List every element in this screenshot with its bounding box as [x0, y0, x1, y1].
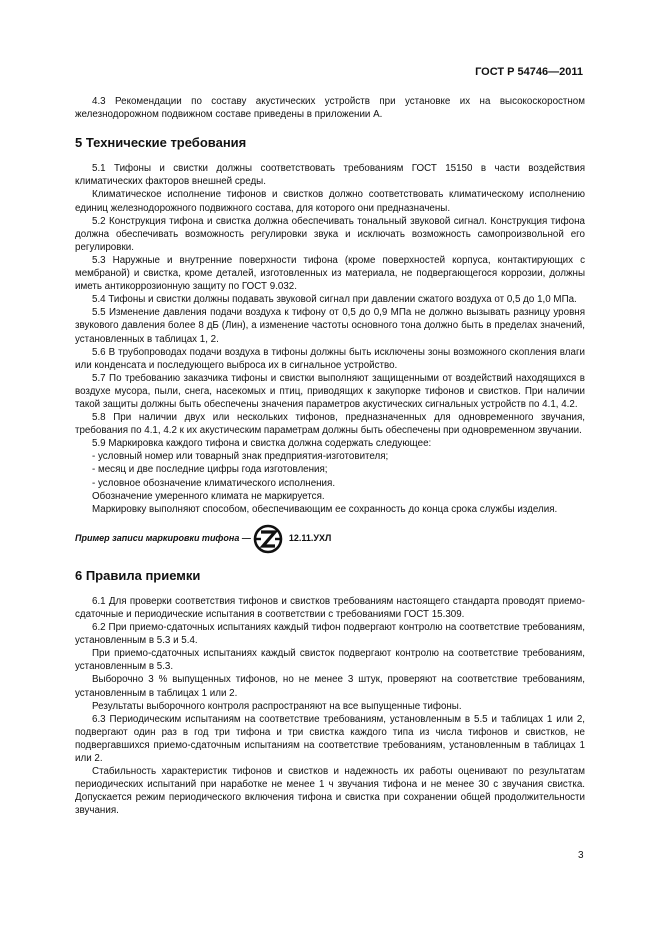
list-item: - месяц и две последние цифры года изготовления;	[92, 464, 328, 476]
paragraph-5-4: 5.4 Тифоны и свистки должны подавать звуковой сигнал при давлении сжатого воздуха от 0,5 до 1,0 МПа.	[92, 294, 577, 306]
paragraph-marking-method: Маркировку выполняют способом, обеспечивающим ее сохранность до конца срока службы изделия.	[92, 503, 558, 515]
paragraph-5-9: 5.9 Маркировка каждого тифона и свистка должна содержать следующее:	[92, 438, 432, 450]
paragraph-5-1: 5.1 Тифоны и свистки должны соответствовать требованиям ГОСТ 15150 в части воздействия климатических факторов внешней среды.	[75, 163, 585, 188]
section-6-title: 6 Правила приемки	[75, 567, 201, 583]
example-mark: 12.11.УХЛ	[288, 533, 332, 544]
page-number: 3	[578, 850, 584, 861]
list-item: - условное обозначение климатического исполнения.	[92, 477, 336, 489]
paragraph-5-7: 5.7 По требованию заказчика тифоны и свистки выполняют защищенными от воздействий находящихся в воздухе мусора, пыли, снега, насекомых и птиц, приводящих к закупорке тифонов и свистков. При наличии такой защиты должны быть обеспечены значения параметров акустических сигнальных устройств по 4.1, 4.2.	[75, 372, 585, 410]
example-label: Пример записи маркировки тифона —	[75, 533, 251, 544]
paragraph-5-2: 5.2 Конструкция тифона и свистка должна обеспечивать тональный звуковой сигнал. Конструкция тифона должна обеспечивать возможность регулировки звука и исключать возможность самопроизвольной его регулировки.	[75, 215, 585, 253]
marking-example	[75, 524, 585, 554]
paragraph-5-1-climate: Климатическое исполнение тифонов и свистков должно соответствовать климатическому исполнению единиц железнодорожного подвижного состава, для которого они предназначены.	[75, 189, 585, 214]
paragraph-6-1: 6.1 Для проверки соответствия тифонов и свистков требованиям настоящего стандарта проводят приемо-сдаточные и периодические испытания в соответствии с требованиями ГОСТ 15.309.	[75, 595, 585, 620]
paragraph-4-3: 4.3 Рекомендации по составу акустических устройств при установке их на высокоскоростном железнодорожном подвижном составе приведены в приложении А.	[75, 96, 585, 121]
paragraph-5-6: 5.6 В трубопроводах подачи воздуха в тифоны должны быть исключены зоны возможного скопления влаги или конденсата и последующего выброса их в сигнальное устройство.	[75, 346, 585, 371]
manufacturer-logo-icon	[253, 524, 283, 554]
section-5-title: 5 Технические требования	[75, 135, 247, 151]
paragraph-6-2-results: Результаты выборочного контроля распространяют на все выпущенные тифоны.	[92, 700, 462, 712]
paragraph-5-8: 5.8 При наличии двух или нескольких тифонов, предназначенных для одновременного звучания, требования по 4.1, 4.2 к их акустическим параметрам должны быть обеспечены при одновременном звучании.	[75, 412, 585, 437]
paragraph-climate-note: Обозначение умеренного климата не маркируется.	[92, 490, 325, 502]
paragraph-5-5: 5.5 Изменение давления подачи воздуха к тифону от 0,5 до 0,9 МПа не должно вызывать разницу уровня звукового давления более 8 дБ (Лин), а изменение частоты основного тона должно быть в пределах значений, установленных в таблицах 1, 2.	[75, 307, 585, 345]
paragraph-5-3: 5.3 Наружные и внутренние поверхности тифона (кроме поверхностей корпуса, контактирующих с мембраной) и свистка, кроме деталей, изготовленных из материала, не подвергающегося коррозии, должны иметь антикоррозионную защиту по ГОСТ 9.032.	[75, 254, 585, 293]
paragraph-6-3-stability: Стабильность характеристик тифонов и свистков и надежность их работы оценивают по результатам периодических испытаний при наработке не менее 1 ч звучания тифона и не менее 30 с звучания свистка. Допускается режим периодического включения тифона и свистка при сохранении общей продолжительности звучания.	[75, 766, 585, 817]
list-item: - условный номер или товарный знак предприятия-изготовителя;	[92, 451, 389, 463]
standard-header: ГОСТ Р 54746—2011	[475, 66, 583, 78]
paragraph-6-3: 6.3 Периодическим испытаниям на соответствие требованиям, установленным в 5.5 и таблицах 1 или 2, подвергают один раз в год три тифона и три свистка каждого типа из числа тифонов и свистков, не подвергавшихся приемо-сдаточным испытаниям на соответствие требованиям, установленным в таблицах 1 или 2.	[75, 713, 585, 765]
paragraph-6-2: 6.2 При приемо-сдаточных испытаниях каждый тифон подвергают контролю на соответствие требованиям, установленным в 5.3 и 5.4.	[75, 622, 585, 647]
paragraph-6-2-sampling: Выборочно 3 % выпущенных тифонов, но не менее 3 штук, проверяют на соответствие требованиям, установленным в таблицах 1 или 2.	[75, 674, 585, 699]
document-body	[75, 95, 585, 818]
paragraph-6-2-whistle: При приемо-сдаточных испытаниях каждый свисток подвергают контролю на соответствие требованиям, установленным в 5.3.	[75, 648, 585, 673]
